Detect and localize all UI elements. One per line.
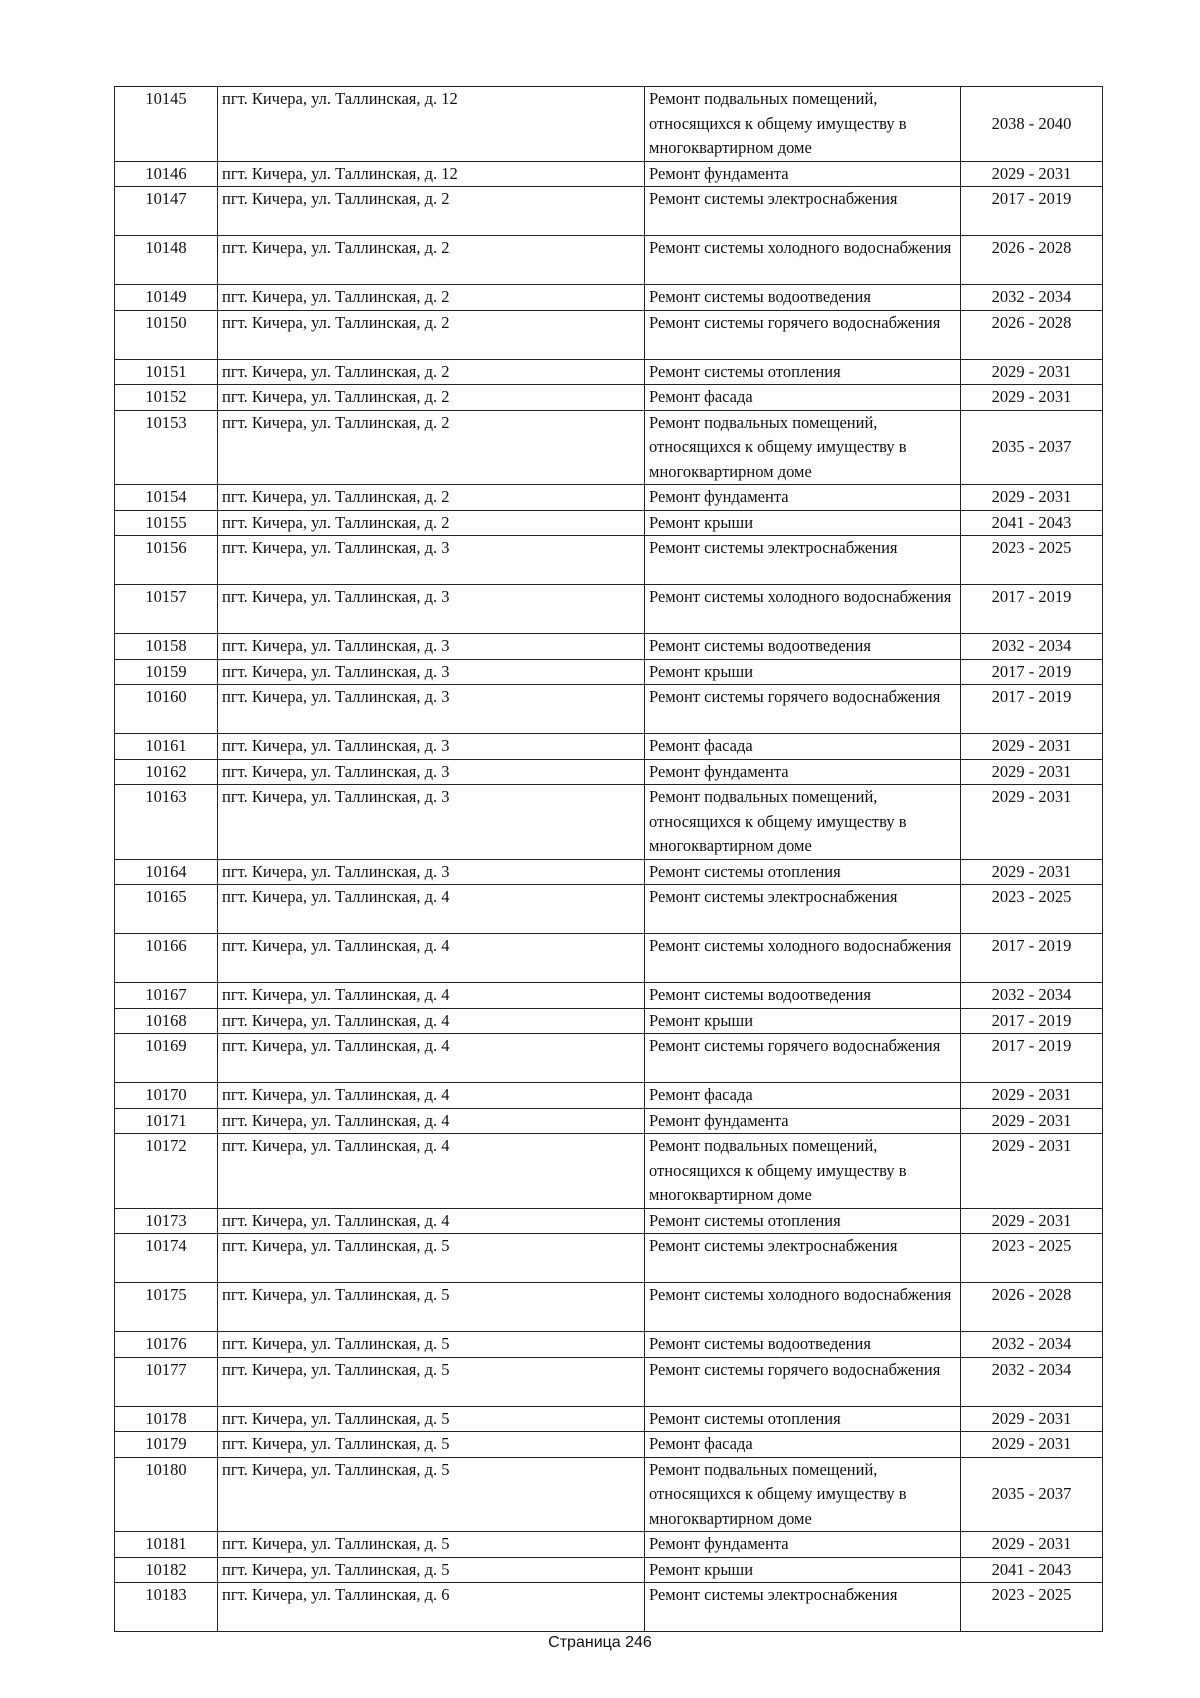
period-cell: 2032 - 2034 — [961, 634, 1103, 660]
table-row — [115, 983, 1103, 1009]
row-number-cell: 10163 — [115, 785, 218, 860]
address-cell: пгт. Кичера, ул. Таллинская, д. 12 — [218, 161, 645, 187]
work-type-cell: Ремонт фундамента — [645, 1532, 961, 1558]
table-row — [115, 1134, 1103, 1209]
row-number-cell: 10182 — [115, 1557, 218, 1583]
work-type-cell: Ремонт фундамента — [645, 759, 961, 785]
table-row — [115, 236, 1103, 285]
table-row — [115, 1583, 1103, 1632]
period-cell: 2017 - 2019 — [961, 685, 1103, 734]
period-cell: 2032 - 2034 — [961, 285, 1103, 311]
table-row — [115, 1532, 1103, 1558]
row-number-cell: 10177 — [115, 1357, 218, 1406]
address-cell: пгт. Кичера, ул. Таллинская, д. 3 — [218, 659, 645, 685]
table-row — [115, 510, 1103, 536]
address-cell: пгт. Кичера, ул. Таллинская, д. 3 — [218, 685, 645, 734]
period-cell: 2017 - 2019 — [961, 659, 1103, 685]
address-cell: пгт. Кичера, ул. Таллинская, д. 3 — [218, 634, 645, 660]
address-cell: пгт. Кичера, ул. Таллинская, д. 4 — [218, 885, 645, 934]
table-row — [115, 285, 1103, 311]
table-row — [115, 1557, 1103, 1583]
row-number-cell: 10160 — [115, 685, 218, 734]
work-type-cell: Ремонт подвальных помещений, относящихся к общему имуществу в многоквартирном доме — [645, 1457, 961, 1532]
work-type-cell: Ремонт системы горячего водоснабжения — [645, 1357, 961, 1406]
address-cell: пгт. Кичера, ул. Таллинская, д. 2 — [218, 485, 645, 511]
period-cell: 2041 - 2043 — [961, 510, 1103, 536]
table-row — [115, 785, 1103, 860]
period-cell: 2029 - 2031 — [961, 759, 1103, 785]
address-cell: пгт. Кичера, ул. Таллинская, д. 3 — [218, 759, 645, 785]
work-type-cell: Ремонт крыши — [645, 659, 961, 685]
address-cell: пгт. Кичера, ул. Таллинская, д. 2 — [218, 385, 645, 411]
address-cell: пгт. Кичера, ул. Таллинская, д. 2 — [218, 410, 645, 485]
work-type-cell: Ремонт системы электроснабжения — [645, 187, 961, 236]
work-type-cell: Ремонт подвальных помещений, относящихся к общему имуществу в многоквартирном доме — [645, 87, 961, 162]
period-cell: 2026 - 2028 — [961, 236, 1103, 285]
address-cell: пгт. Кичера, ул. Таллинская, д. 3 — [218, 859, 645, 885]
address-cell: пгт. Кичера, ул. Таллинская, д. 5 — [218, 1432, 645, 1458]
work-type-cell: Ремонт крыши — [645, 1557, 961, 1583]
table-row — [115, 859, 1103, 885]
table-row — [115, 1332, 1103, 1358]
address-cell: пгт. Кичера, ул. Таллинская, д. 5 — [218, 1557, 645, 1583]
address-cell: пгт. Кичера, ул. Таллинская, д. 5 — [218, 1234, 645, 1283]
row-number-cell: 10168 — [115, 1008, 218, 1034]
work-type-cell: Ремонт подвальных помещений, относящихся к общему имуществу в многоквартирном доме — [645, 1134, 961, 1209]
address-cell: пгт. Кичера, ул. Таллинская, д. 6 — [218, 1583, 645, 1632]
table-row — [115, 1034, 1103, 1083]
period-cell: 2029 - 2031 — [961, 385, 1103, 411]
table-row — [115, 1357, 1103, 1406]
work-type-cell: Ремонт фасада — [645, 385, 961, 411]
work-type-cell: Ремонт подвальных помещений, относящихся к общему имуществу в многоквартирном доме — [645, 410, 961, 485]
work-type-cell: Ремонт системы отопления — [645, 1406, 961, 1432]
work-type-cell: Ремонт системы электроснабжения — [645, 885, 961, 934]
table-row — [115, 1234, 1103, 1283]
row-number-cell: 10164 — [115, 859, 218, 885]
address-cell: пгт. Кичера, ул. Таллинская, д. 3 — [218, 785, 645, 860]
address-cell: пгт. Кичера, ул. Таллинская, д. 4 — [218, 1134, 645, 1209]
table-row — [115, 161, 1103, 187]
table-row — [115, 934, 1103, 983]
table-row — [115, 1406, 1103, 1432]
address-cell: пгт. Кичера, ул. Таллинская, д. 12 — [218, 87, 645, 162]
row-number-cell: 10166 — [115, 934, 218, 983]
period-cell: 2038 - 2040 — [961, 87, 1103, 162]
work-type-cell: Ремонт системы холодного водоснабжения — [645, 1283, 961, 1332]
row-number-cell: 10165 — [115, 885, 218, 934]
period-cell: 2032 - 2034 — [961, 1357, 1103, 1406]
address-cell: пгт. Кичера, ул. Таллинская, д. 3 — [218, 734, 645, 760]
work-type-cell: Ремонт фундамента — [645, 161, 961, 187]
table-row — [115, 734, 1103, 760]
period-cell: 2017 - 2019 — [961, 585, 1103, 634]
row-number-cell: 10157 — [115, 585, 218, 634]
row-number-cell: 10171 — [115, 1108, 218, 1134]
row-number-cell: 10170 — [115, 1083, 218, 1109]
row-number-cell: 10151 — [115, 359, 218, 385]
period-cell: 2023 - 2025 — [961, 1234, 1103, 1283]
period-cell: 2029 - 2031 — [961, 1083, 1103, 1109]
period-cell: 2035 - 2037 — [961, 1457, 1103, 1532]
work-type-cell: Ремонт системы отопления — [645, 1208, 961, 1234]
work-type-cell: Ремонт системы электроснабжения — [645, 1234, 961, 1283]
row-number-cell: 10146 — [115, 161, 218, 187]
work-type-cell: Ремонт фасада — [645, 1083, 961, 1109]
period-cell: 2032 - 2034 — [961, 1332, 1103, 1358]
table-row — [115, 359, 1103, 385]
period-cell: 2029 - 2031 — [961, 1108, 1103, 1134]
row-number-cell: 10176 — [115, 1332, 218, 1358]
work-type-cell: Ремонт системы электроснабжения — [645, 1583, 961, 1632]
table-row — [115, 410, 1103, 485]
address-cell: пгт. Кичера, ул. Таллинская, д. 3 — [218, 536, 645, 585]
row-number-cell: 10173 — [115, 1208, 218, 1234]
period-cell: 2029 - 2031 — [961, 485, 1103, 511]
period-cell: 2032 - 2034 — [961, 983, 1103, 1009]
row-number-cell: 10181 — [115, 1532, 218, 1558]
table-row — [115, 1108, 1103, 1134]
table-row — [115, 659, 1103, 685]
period-cell: 2035 - 2037 — [961, 410, 1103, 485]
address-cell: пгт. Кичера, ул. Таллинская, д. 4 — [218, 1208, 645, 1234]
row-number-cell: 10152 — [115, 385, 218, 411]
row-number-cell: 10158 — [115, 634, 218, 660]
repair-schedule-table — [114, 86, 1103, 1632]
row-number-cell: 10169 — [115, 1034, 218, 1083]
row-number-cell: 10178 — [115, 1406, 218, 1432]
period-cell: 2029 - 2031 — [961, 1134, 1103, 1209]
period-cell: 2029 - 2031 — [961, 859, 1103, 885]
row-number-cell: 10161 — [115, 734, 218, 760]
table-row — [115, 685, 1103, 734]
period-cell: 2029 - 2031 — [961, 359, 1103, 385]
row-number-cell: 10154 — [115, 485, 218, 511]
table-row — [115, 1432, 1103, 1458]
table-row — [115, 1208, 1103, 1234]
table-row — [115, 885, 1103, 934]
address-cell: пгт. Кичера, ул. Таллинская, д. 5 — [218, 1357, 645, 1406]
address-cell: пгт. Кичера, ул. Таллинская, д. 2 — [218, 285, 645, 311]
table-row — [115, 385, 1103, 411]
address-cell: пгт. Кичера, ул. Таллинская, д. 4 — [218, 934, 645, 983]
table-row — [115, 1008, 1103, 1034]
period-cell: 2041 - 2043 — [961, 1557, 1103, 1583]
row-number-cell: 10159 — [115, 659, 218, 685]
row-number-cell: 10172 — [115, 1134, 218, 1209]
period-cell: 2029 - 2031 — [961, 1532, 1103, 1558]
work-type-cell: Ремонт системы отопления — [645, 859, 961, 885]
address-cell: пгт. Кичера, ул. Таллинская, д. 4 — [218, 983, 645, 1009]
period-cell: 2029 - 2031 — [961, 734, 1103, 760]
period-cell: 2029 - 2031 — [961, 1208, 1103, 1234]
period-cell: 2029 - 2031 — [961, 1406, 1103, 1432]
period-cell: 2023 - 2025 — [961, 885, 1103, 934]
work-type-cell: Ремонт системы горячего водоснабжения — [645, 685, 961, 734]
row-number-cell: 10174 — [115, 1234, 218, 1283]
table-row — [115, 634, 1103, 660]
page-number: Страница 246 — [548, 1634, 652, 1651]
period-cell: 2029 - 2031 — [961, 161, 1103, 187]
address-cell: пгт. Кичера, ул. Таллинская, д. 4 — [218, 1083, 645, 1109]
table-row — [115, 485, 1103, 511]
work-type-cell: Ремонт фундамента — [645, 485, 961, 511]
work-type-cell: Ремонт фасада — [645, 734, 961, 760]
period-cell: 2017 - 2019 — [961, 187, 1103, 236]
row-number-cell: 10183 — [115, 1583, 218, 1632]
address-cell: пгт. Кичера, ул. Таллинская, д. 5 — [218, 1457, 645, 1532]
work-type-cell: Ремонт системы холодного водоснабжения — [645, 934, 961, 983]
work-type-cell: Ремонт системы отопления — [645, 359, 961, 385]
table-body — [115, 87, 1103, 1632]
work-type-cell: Ремонт системы водоотведения — [645, 983, 961, 1009]
work-type-cell: Ремонт системы водоотведения — [645, 634, 961, 660]
table-row — [115, 87, 1103, 162]
work-type-cell: Ремонт крыши — [645, 1008, 961, 1034]
row-number-cell: 10148 — [115, 236, 218, 285]
address-cell: пгт. Кичера, ул. Таллинская, д. 5 — [218, 1283, 645, 1332]
address-cell: пгт. Кичера, ул. Таллинская, д. 2 — [218, 359, 645, 385]
work-type-cell: Ремонт системы горячего водоснабжения — [645, 310, 961, 359]
table-row — [115, 536, 1103, 585]
address-cell: пгт. Кичера, ул. Таллинская, д. 5 — [218, 1406, 645, 1432]
period-cell: 2023 - 2025 — [961, 536, 1103, 585]
row-number-cell: 10153 — [115, 410, 218, 485]
row-number-cell: 10162 — [115, 759, 218, 785]
table-row — [115, 187, 1103, 236]
work-type-cell: Ремонт системы водоотведения — [645, 1332, 961, 1358]
address-cell: пгт. Кичера, ул. Таллинская, д. 5 — [218, 1332, 645, 1358]
period-cell: 2017 - 2019 — [961, 1008, 1103, 1034]
work-type-cell: Ремонт крыши — [645, 510, 961, 536]
address-cell: пгт. Кичера, ул. Таллинская, д. 2 — [218, 187, 645, 236]
work-type-cell: Ремонт системы холодного водоснабжения — [645, 585, 961, 634]
period-cell: 2029 - 2031 — [961, 1432, 1103, 1458]
table-row — [115, 585, 1103, 634]
row-number-cell: 10147 — [115, 187, 218, 236]
work-type-cell: Ремонт системы водоотведения — [645, 285, 961, 311]
address-cell: пгт. Кичера, ул. Таллинская, д. 4 — [218, 1008, 645, 1034]
table-row — [115, 1083, 1103, 1109]
work-type-cell: Ремонт системы холодного водоснабжения — [645, 236, 961, 285]
row-number-cell: 10179 — [115, 1432, 218, 1458]
work-type-cell: Ремонт подвальных помещений, относящихся к общему имуществу в многоквартирном доме — [645, 785, 961, 860]
period-cell: 2017 - 2019 — [961, 934, 1103, 983]
row-number-cell: 10180 — [115, 1457, 218, 1532]
period-cell: 2026 - 2028 — [961, 1283, 1103, 1332]
row-number-cell: 10156 — [115, 536, 218, 585]
row-number-cell: 10155 — [115, 510, 218, 536]
period-cell: 2023 - 2025 — [961, 1583, 1103, 1632]
period-cell: 2026 - 2028 — [961, 310, 1103, 359]
table-row — [115, 1283, 1103, 1332]
address-cell: пгт. Кичера, ул. Таллинская, д. 4 — [218, 1034, 645, 1083]
row-number-cell: 10175 — [115, 1283, 218, 1332]
address-cell: пгт. Кичера, ул. Таллинская, д. 2 — [218, 510, 645, 536]
row-number-cell: 10145 — [115, 87, 218, 162]
work-type-cell: Ремонт фасада — [645, 1432, 961, 1458]
row-number-cell: 10150 — [115, 310, 218, 359]
table-row — [115, 1457, 1103, 1532]
work-type-cell: Ремонт фундамента — [645, 1108, 961, 1134]
address-cell: пгт. Кичера, ул. Таллинская, д. 3 — [218, 585, 645, 634]
address-cell: пгт. Кичера, ул. Таллинская, д. 5 — [218, 1532, 645, 1558]
table-row — [115, 759, 1103, 785]
period-cell: 2029 - 2031 — [961, 785, 1103, 860]
work-type-cell: Ремонт системы горячего водоснабжения — [645, 1034, 961, 1083]
row-number-cell: 10167 — [115, 983, 218, 1009]
table-row — [115, 310, 1103, 359]
period-cell: 2017 - 2019 — [961, 1034, 1103, 1083]
row-number-cell: 10149 — [115, 285, 218, 311]
work-type-cell: Ремонт системы электроснабжения — [645, 536, 961, 585]
address-cell: пгт. Кичера, ул. Таллинская, д. 2 — [218, 310, 645, 359]
address-cell: пгт. Кичера, ул. Таллинская, д. 4 — [218, 1108, 645, 1134]
address-cell: пгт. Кичера, ул. Таллинская, д. 2 — [218, 236, 645, 285]
